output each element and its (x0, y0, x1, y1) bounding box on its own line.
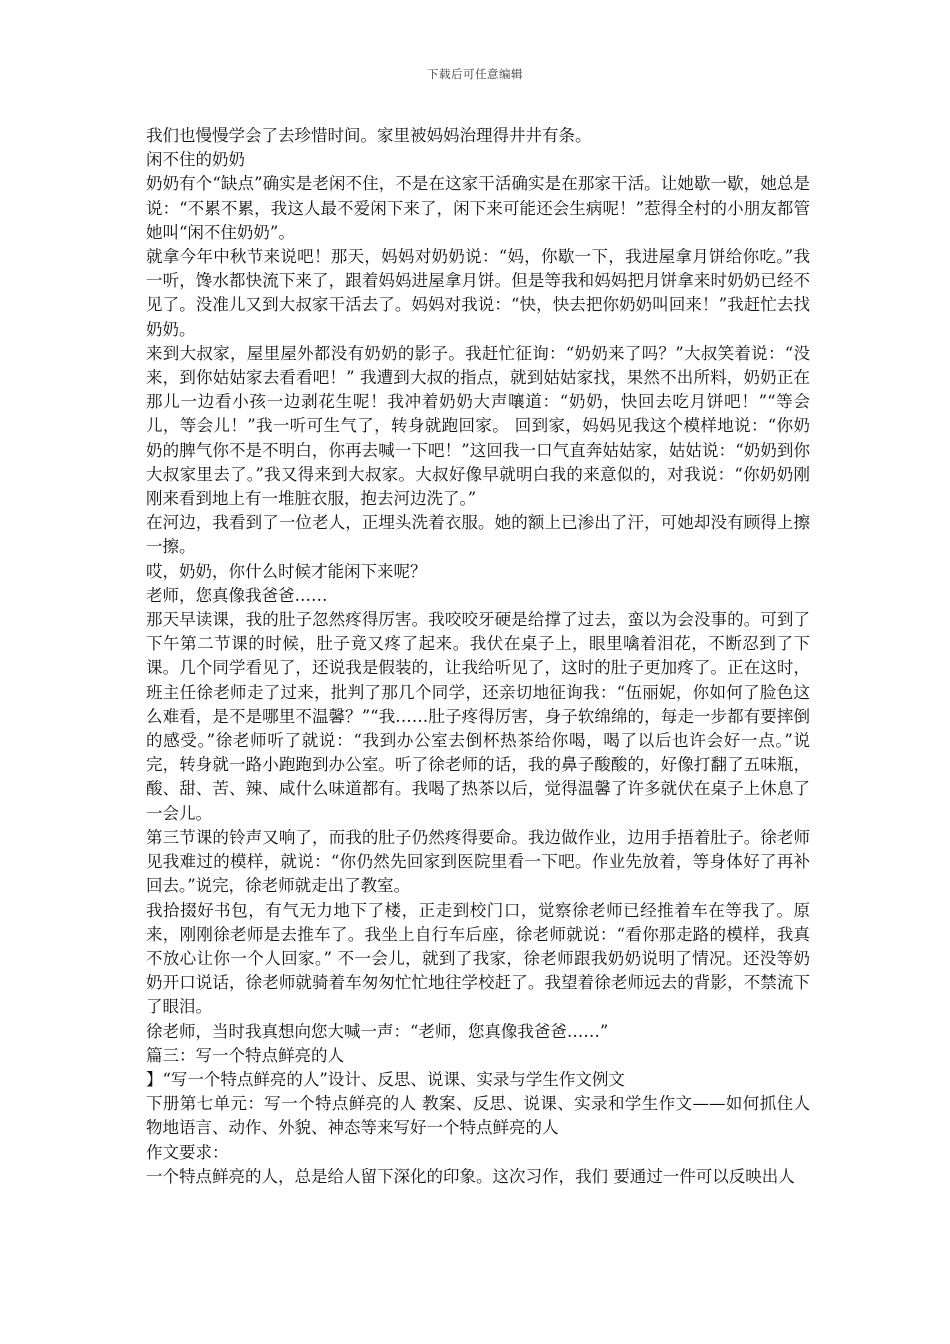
paragraph: 第三节课的铃声又响了，而我的肚子仍然疼得要命。我边做作业，边用手捂着肚子。徐老师见我难过的模样，就说：“你仍然先回家到医院里看一下吧。作业先放着，等身体好了再补回去。”说完，徐老师就走出了教室。 (146, 827, 810, 896)
paragraph: 一个特点鲜亮的人，总是给人留下深化的印象。这次习作，我们 要通过一件可以反映出人 (146, 1166, 795, 1186)
paragraph: 就拿今年中秋节来说吧！那天，妈妈对奶奶说：“妈，你歇一下，我进屋拿月饼给你吃。”我一听，馋水都快流下来了，跟着妈妈进屋拿月饼。但是等我和妈妈把月饼拿来时奶奶已经不见了。没准儿又到大叔家干活去了。妈妈对我说：“快，快去把你奶奶叫回来！”我赶忙去找奶奶。 (146, 247, 810, 339)
paragraph: 我们也慢慢学会了去珍惜时间。家里被妈妈治理得井井有条。 (146, 126, 592, 145)
section-heading: 老师，您真像我爸爸…… (146, 585, 328, 605)
paragraph: 徐老师，当时我真想向您大喊一声：“老师，您真像我爸爸……” (146, 1021, 609, 1041)
paragraph: 哎，奶奶，你什么时候才能闲下来呢？ (146, 561, 427, 581)
document-body (146, 124, 810, 1189)
paragraph: 来到大叔家，屋里屋外都没有奶奶的影子。我赶忙征询：“奶奶来了吗？”大叔笑着说：“没来，到你姑姑家去看看吧！” 我遭到大叔的指点，就到姑姑家找，果然不出所料，奶奶正在那儿一边看小孩一边剥花生呢！我冲着奶奶大声嚷道：“奶奶，快回去吃月饼吧！”“等会儿，等会儿！”我一听可生气了，转身就跑回家。 回到家，妈妈见我这个模样地说：“你奶奶的脾气你不是不明白，你再去喊一下吧！”这回我一口气直奔姑姑家，姑姑说：“奶奶到你大叔家里去了。”我又得来到大叔家。大叔好像早就明白我的来意似的，对我说：“你奶奶刚刚来看到地上有一堆脏衣服，抱去河边洗了。” (146, 343, 810, 509)
section-heading: 篇三：写一个特点鲜亮的人 (146, 1045, 344, 1065)
paragraph: 】“写一个特点鲜亮的人”设计、反思、说课、实录与学生作文例文 (146, 1069, 625, 1089)
paragraph: 在河边，我看到了一位老人，正埋头洗着衣服。她的额上已渗出了汗，可她却没有顾得上擦一擦。 (146, 513, 810, 557)
section-heading: 闲不住的奶奶 (146, 150, 245, 170)
paragraph: 奶奶有个“缺点”确实是老闲不住，不是在这家干活确实是在那家干活。让她歇一歇，她总是说：“不累不累，我这人最不爱闲下来了，闲下来可能还会生病呢！”惹得全村的小朋友都管她叫“闲不住奶奶”。 (146, 174, 810, 242)
page-header: 下载后可任意编辑 (427, 67, 523, 81)
paragraph: 下册第七单元：写一个特点鲜亮的人 教案、反思、说课、实录和学生作文——如何抓住人物地语言、动作、外貌、神态等来写好一个特点鲜亮的人 (146, 1094, 810, 1138)
paragraph: 我拾掇好书包，有气无力地下了楼，正走到校门口，觉察徐老师已经推着车在等我了。原来，刚刚徐老师是去推车了。我坐上自行车后座，徐老师就说：“看你那走路的模样，我真不放心让你一个人回家。” 不一会儿，就到了我家，徐老师跟我奶奶说明了情况。还没等奶奶开口说话，徐老师就骑着车匆匆忙忙地往学校赶了。我望着徐老师远去的背影，不禁流下了眼泪。 (146, 900, 810, 1017)
paragraph: 作文要求： (146, 1142, 229, 1162)
paragraph: 那天早读课，我的肚子忽然疼得厉害。我咬咬牙硬是给撑了过去，蛮以为会没事的。可到了下午第二节课的时候，肚子竟又疼了起来。我伏在桌子上，眼里噙着泪花，不断忍到了下课。几个同学看见了，还说我是假装的，让我给听见了，这时的肚子更加疼了。正在这时，班主任徐老师走了过来，批判了那几个同学，还亲切地征询我：“伍丽妮，你如何了脸色这么难看，是不是哪里不温馨？”“我……肚子疼得厉害，身子软绵绵的，每走一步都有要摔倒的感受。”徐老师听了就说：“我到办公室去倒杯热茶给你喝，喝了以后也许会好一点。”说完，转身就一路小跑跑到办公室。听了徐老师的话，我的鼻子酸酸的，好像打翻了五味瓶，酸、甜、苦、辣、咸什么味道都有。我喝了热茶以后，觉得温馨了许多就伏在桌子上休息了一会儿。 (146, 610, 810, 823)
